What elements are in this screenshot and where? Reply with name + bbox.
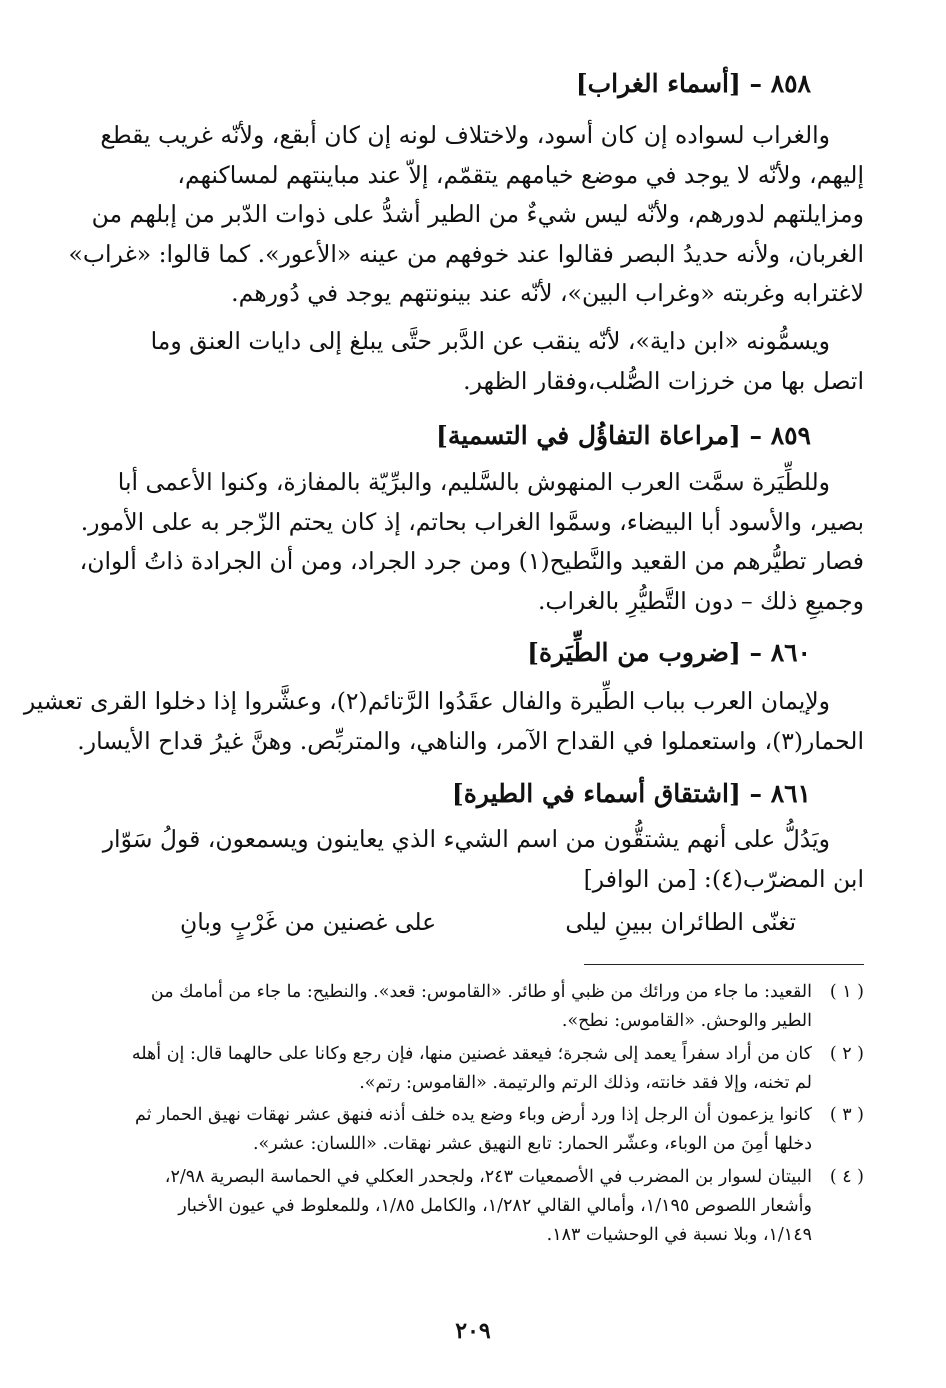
text-line: ابن المضرّب(٤): [من الوافر] [583, 864, 864, 893]
footnote-number: ( ٣ ) [829, 1105, 864, 1126]
section-858-paragraph-1 [68, 116, 864, 314]
footnote-4 [96, 1163, 864, 1251]
section-859-paragraph [79, 463, 864, 621]
footnote-line: ١/١٤٩، وبلا نسبة في الوحشيات ١٨٣. [546, 1225, 812, 1246]
footnote-number: ( ٢ ) [829, 1043, 864, 1064]
verse-second-hemistich: على غصنين من غَرْبٍ وبانِ [180, 908, 437, 936]
footnote-line: الطير والوحش. «القاموس: نطح». [561, 1011, 812, 1032]
text-line: الحمار(٣)، واستعملوا في القداح الآمر، والناهي، والمتربِّص. وهنَّ غيرُ قداح الأيسار. [77, 726, 864, 755]
footnote-line: كانوا يزعمون أن الرجل إذا ورد أرض وباء وضع يده خلف أذنه فنهق عشر نهقات نهيق الحمار ثم [135, 1105, 812, 1126]
footnote-1 [96, 978, 864, 1037]
section-858-paragraph-2 [96, 322, 864, 401]
text-line: اتصل بها من خرزات الصُّلب،وفقار الظهر. [463, 366, 864, 395]
section-heading-861: ٨٦١ – [اشتقاق أسماء في الطيرة] [451, 779, 811, 808]
section-861-paragraph [96, 820, 864, 899]
footnote-line: كان من أراد سفراً يعمد إلى شجرة؛ فيعقد غصنين منها، فإن رجع وكانا على حالهما قال: إن أهله [131, 1043, 812, 1064]
section-heading-858: ٨٥٨ – [أسماء الغراب] [575, 69, 811, 98]
text-line: لاغترابه وغربته «وغراب البين»، لأنّه عند بينونتهم يوجد في دُورهم. [231, 279, 864, 307]
section-heading-859: ٨٥٩ – [مراعاة التفاؤُل في التسمية] [436, 421, 811, 450]
footnote-2 [96, 1040, 864, 1099]
text-line: ولإيمان العرب بباب الطِّيرة والفال عقَدُوا الرَّتائم(٢)، وعشَّروا إذا دخلوا القرى تعشير [23, 687, 830, 715]
footnote-line: دخلها أمِنَ من الوباء، وعشّر الحمار: تابع النهيق عشر نهقات. «اللسان: عشر». [252, 1134, 812, 1155]
footnote-divider [584, 964, 864, 965]
footnote-line: القعيد: ما جاء من ورائك من ظبي أو طائر. «القاموس: قعد». والنطيح: ما جاء من أمامك من [150, 982, 812, 1002]
text-line: ويَدُلُّ على أنهم يشتقُّون من اسم الشيء الذي يعاينون ويسمعون، قولُ سَوّار [102, 825, 830, 853]
section-860-paragraph [23, 682, 864, 761]
text-line: ويسمُّونه «ابن داية»، لأنّه ينقب عن الدَّبر حتَّى يبلغ إلى دايات العنق وما [150, 327, 830, 355]
section-heading-860: ٨٦٠ – [ضروب من الطِّيَرة] [527, 638, 811, 667]
footnote-3 [96, 1101, 864, 1160]
footnote-line: لم تخنه، وإلا فقد خانته، وذلك الرتم والرتيمة. «القاموس: رتم». [359, 1072, 812, 1093]
text-line: الغربان، ولأنه حديدُ البصر فقالوا عند خوفهم من عينه «الأعور». كما قالوا: «غراب» [68, 239, 864, 268]
footnote-line: وأشعار اللصوص ١/١٩٥، وأمالي القالي ١/٢٨٢، والكامل ١/٨٥، وللمعلوط في عيون الأخبار [178, 1196, 812, 1217]
text-line: ومزايلتهم لدورهم، ولأنّه ليس شيءٌ من الطير أشدُّ على ذوات الدّبر من إبلهم من [91, 200, 864, 228]
text-line: فصار تطيُّرهم من القعيد والنَّطيح(١) ومن جرد الجراد، ومن أن الجرادة ذاتُ ألوان، [79, 547, 864, 575]
footnotes [96, 978, 864, 1254]
text-line: إليهم، ولأنّه لا يوجد في موضع خيامهم يتقمّم، إلاّ عند مباينتهم لمساكنهم، [177, 160, 864, 189]
text-line: والغراب لسواده إن كان أسود، ولاختلاف لونه إن كان أبقع، ولأنّه غريب يقطع [100, 121, 830, 149]
footnote-number: ( ٤ ) [829, 1166, 864, 1187]
footnote-number: ( ١ ) [829, 982, 864, 1002]
text-line: وجميعِ ذلك – دون التَّطيُّرِ بالغراب. [537, 586, 864, 615]
text-line: بصير، والأسود أبا البيضاء، وسمَّوا الغراب بحاتم، إذ كان يحتم الزّجر به على الأمور. [80, 507, 864, 536]
page-number: ٢٠٩ [455, 1318, 491, 1344]
footnote-line: البيتان لسوار بن المضرب في الأصمعيات ٢٤٣، ولجحدر العكلي في الحماسة البصرية ٢/٩٨، [164, 1166, 812, 1187]
poem-verse [160, 902, 796, 942]
text-line: وللطِّيَرة سمَّت العرب المنهوش بالسَّليم، والبرِّيّة بالمفازة، وكنوا الأعمى أبا [117, 468, 830, 496]
verse-first-hemistich: تغنّى الطائران ببينِ ليلى [565, 908, 796, 936]
